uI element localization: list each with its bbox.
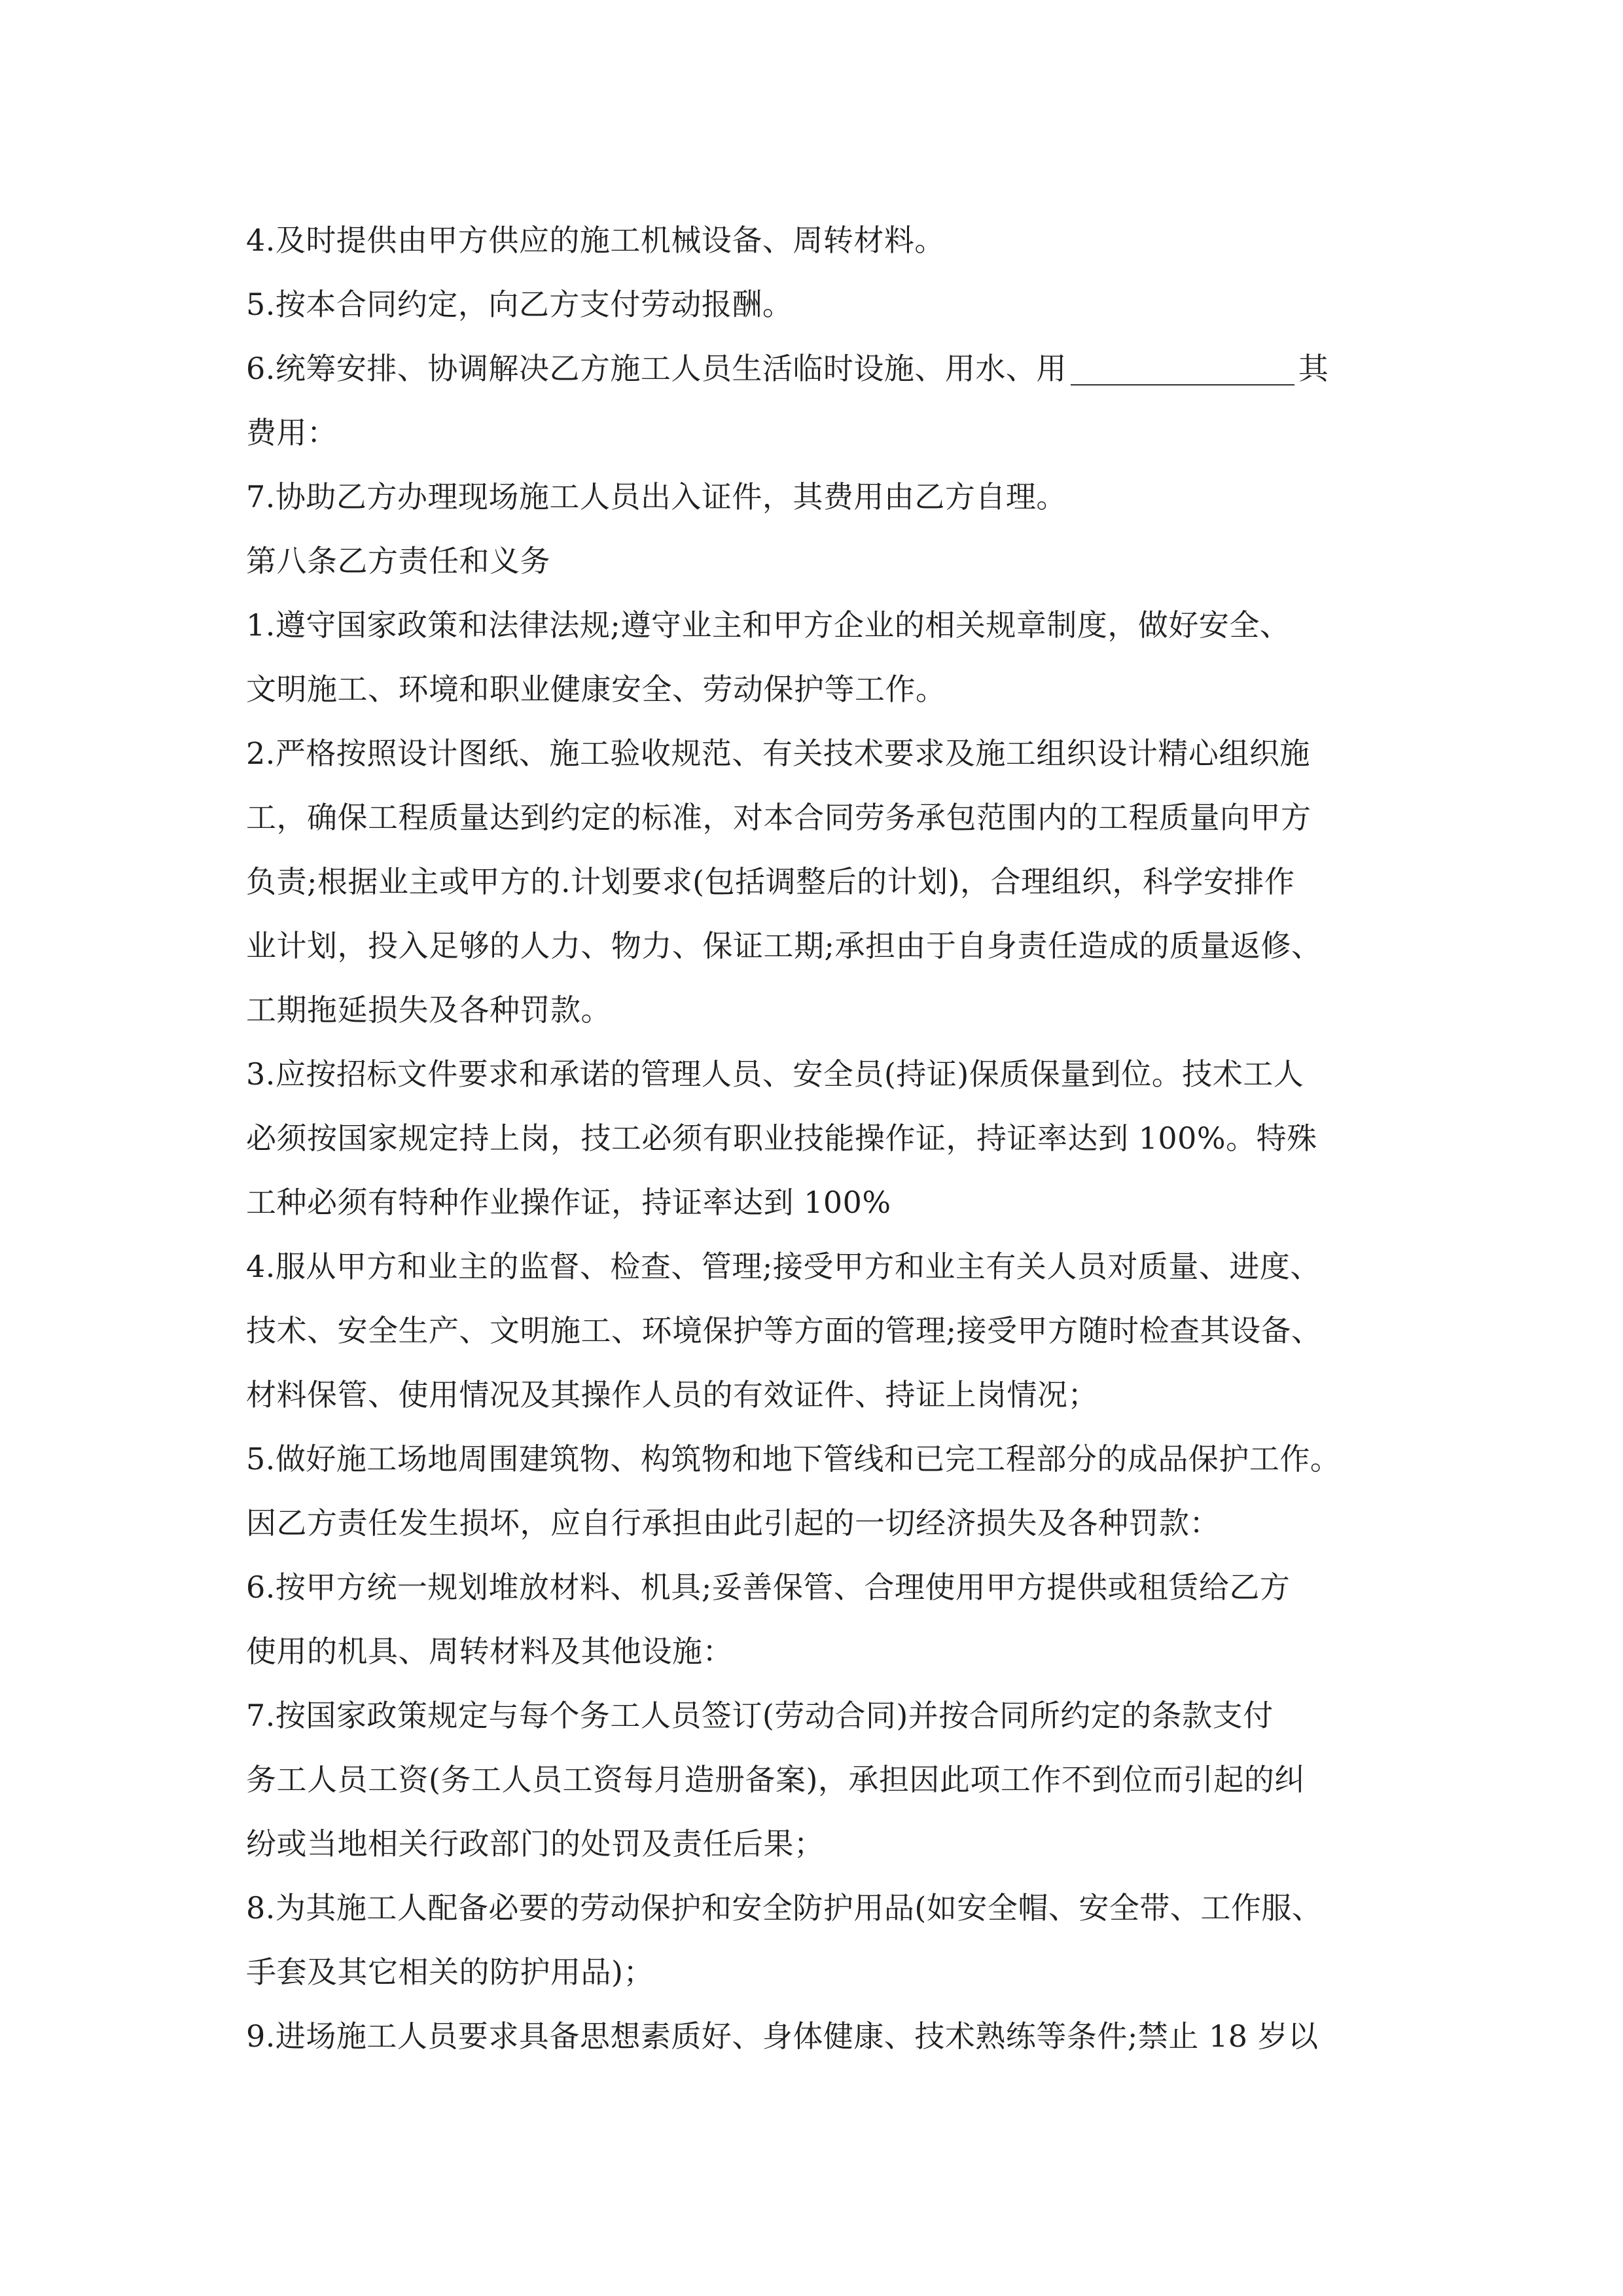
text-line: 2.严格按照设计图纸、施工验收规范、有关技术要求及施工组织设计精心组织施 bbox=[246, 736, 1310, 771]
text-line: 7.按国家政策规定与每个务工人员签订(劳动合同)并按合同所约定的条款支付 bbox=[246, 1698, 1274, 1733]
text-line: 纷或当地相关行政部门的处罚及责任后果； bbox=[246, 1826, 825, 1861]
text-line: 材料保管、使用情况及其操作人员的有效证件、持证上岗情况； bbox=[246, 1377, 1098, 1412]
text-line: 费用： bbox=[246, 415, 338, 450]
text-segment: 其 bbox=[1298, 351, 1329, 386]
text-line: 因乙方责任发生损坏，应自行承担由此引起的一切经济损失及各种罚款： bbox=[246, 1505, 1220, 1541]
fill-in-blank bbox=[1071, 345, 1294, 386]
text-line: 6.按甲方统一规划堆放材料、机具;妥善保管、合理使用甲方提供或租赁给乙方 bbox=[246, 1570, 1291, 1605]
text-line: 务工人员工资(务工人员工资每月造册备案)，承担因此项工作不到位而引起的纠 bbox=[246, 1762, 1305, 1797]
text-line: 4.服从甲方和业主的监督、检查、管理;接受甲方和业主有关人员对质量、进度、 bbox=[246, 1249, 1321, 1284]
text-line: 9.进场施工人员要求具备思想素质好、身体健康、技术熟练等条件;禁止 18 岁以 bbox=[246, 2018, 1319, 2054]
text-line: 技术、安全生产、文明施工、环境保护等方面的管理;接受甲方随时检查其设备、 bbox=[246, 1313, 1322, 1348]
text-line: 工，确保工程质量达到约定的标准，对本合同劳务承包范围内的工程质量向甲方 bbox=[246, 800, 1311, 835]
text-line-with-blank bbox=[246, 336, 1385, 401]
text-line: 负责;根据业主或甲方的.计划要求(包括调整后的计划)，合理组织，科学安排作 bbox=[246, 864, 1295, 899]
text-line: 8.为其施工人配备必要的劳动保护和安全防护用品(如安全帽、安全带、工作服、 bbox=[246, 1890, 1323, 1926]
text-line: 5.做好施工场地周围建筑物、构筑物和地下管线和已完工程部分的成品保护工作。 bbox=[246, 1441, 1341, 1477]
text-line: 必须按国家规定持上岗，技工必须有职业技能操作证，持证率达到 100%。特殊 bbox=[246, 1121, 1317, 1156]
section-heading: 第八条乙方责任和义务 bbox=[246, 543, 550, 579]
text-line: 4.及时提供由甲方供应的施工机械设备、周转材料。 bbox=[246, 223, 945, 258]
text-line: 5.按本合同约定，向乙方支付劳动报酬。 bbox=[246, 287, 793, 322]
text-line: 工种必须有特种作业操作证，持证率达到 100% bbox=[246, 1185, 891, 1220]
contract-text-body bbox=[246, 208, 1385, 2068]
text-segment: 6.统筹安排、协调解决乙方施工人员生活临时设施、用水、用 bbox=[246, 351, 1067, 386]
text-line: 使用的机具、周转材料及其他设施： bbox=[246, 1634, 733, 1669]
text-line: 手套及其它相关的防护用品)； bbox=[246, 1954, 654, 1990]
text-line: 业计划，投入足够的人力、物力、保证工期;承担由于自身责任造成的质量返修、 bbox=[246, 928, 1322, 963]
text-line: 7.协助乙方办理现场施工人员出入证件，其费用由乙方自理。 bbox=[246, 479, 1067, 514]
text-line: 1.遵守国家政策和法律法规;遵守业主和甲方企业的相关规章制度，做好安全、 bbox=[246, 607, 1291, 643]
text-line: 文明施工、环境和职业健康安全、劳动保护等工作。 bbox=[246, 672, 946, 707]
text-line: 3.应按招标文件要求和承诺的管理人员、安全员(持证)保质保量到位。技术工人 bbox=[246, 1056, 1304, 1092]
text-line: 工期拖延损失及各种罚款。 bbox=[246, 992, 611, 1028]
